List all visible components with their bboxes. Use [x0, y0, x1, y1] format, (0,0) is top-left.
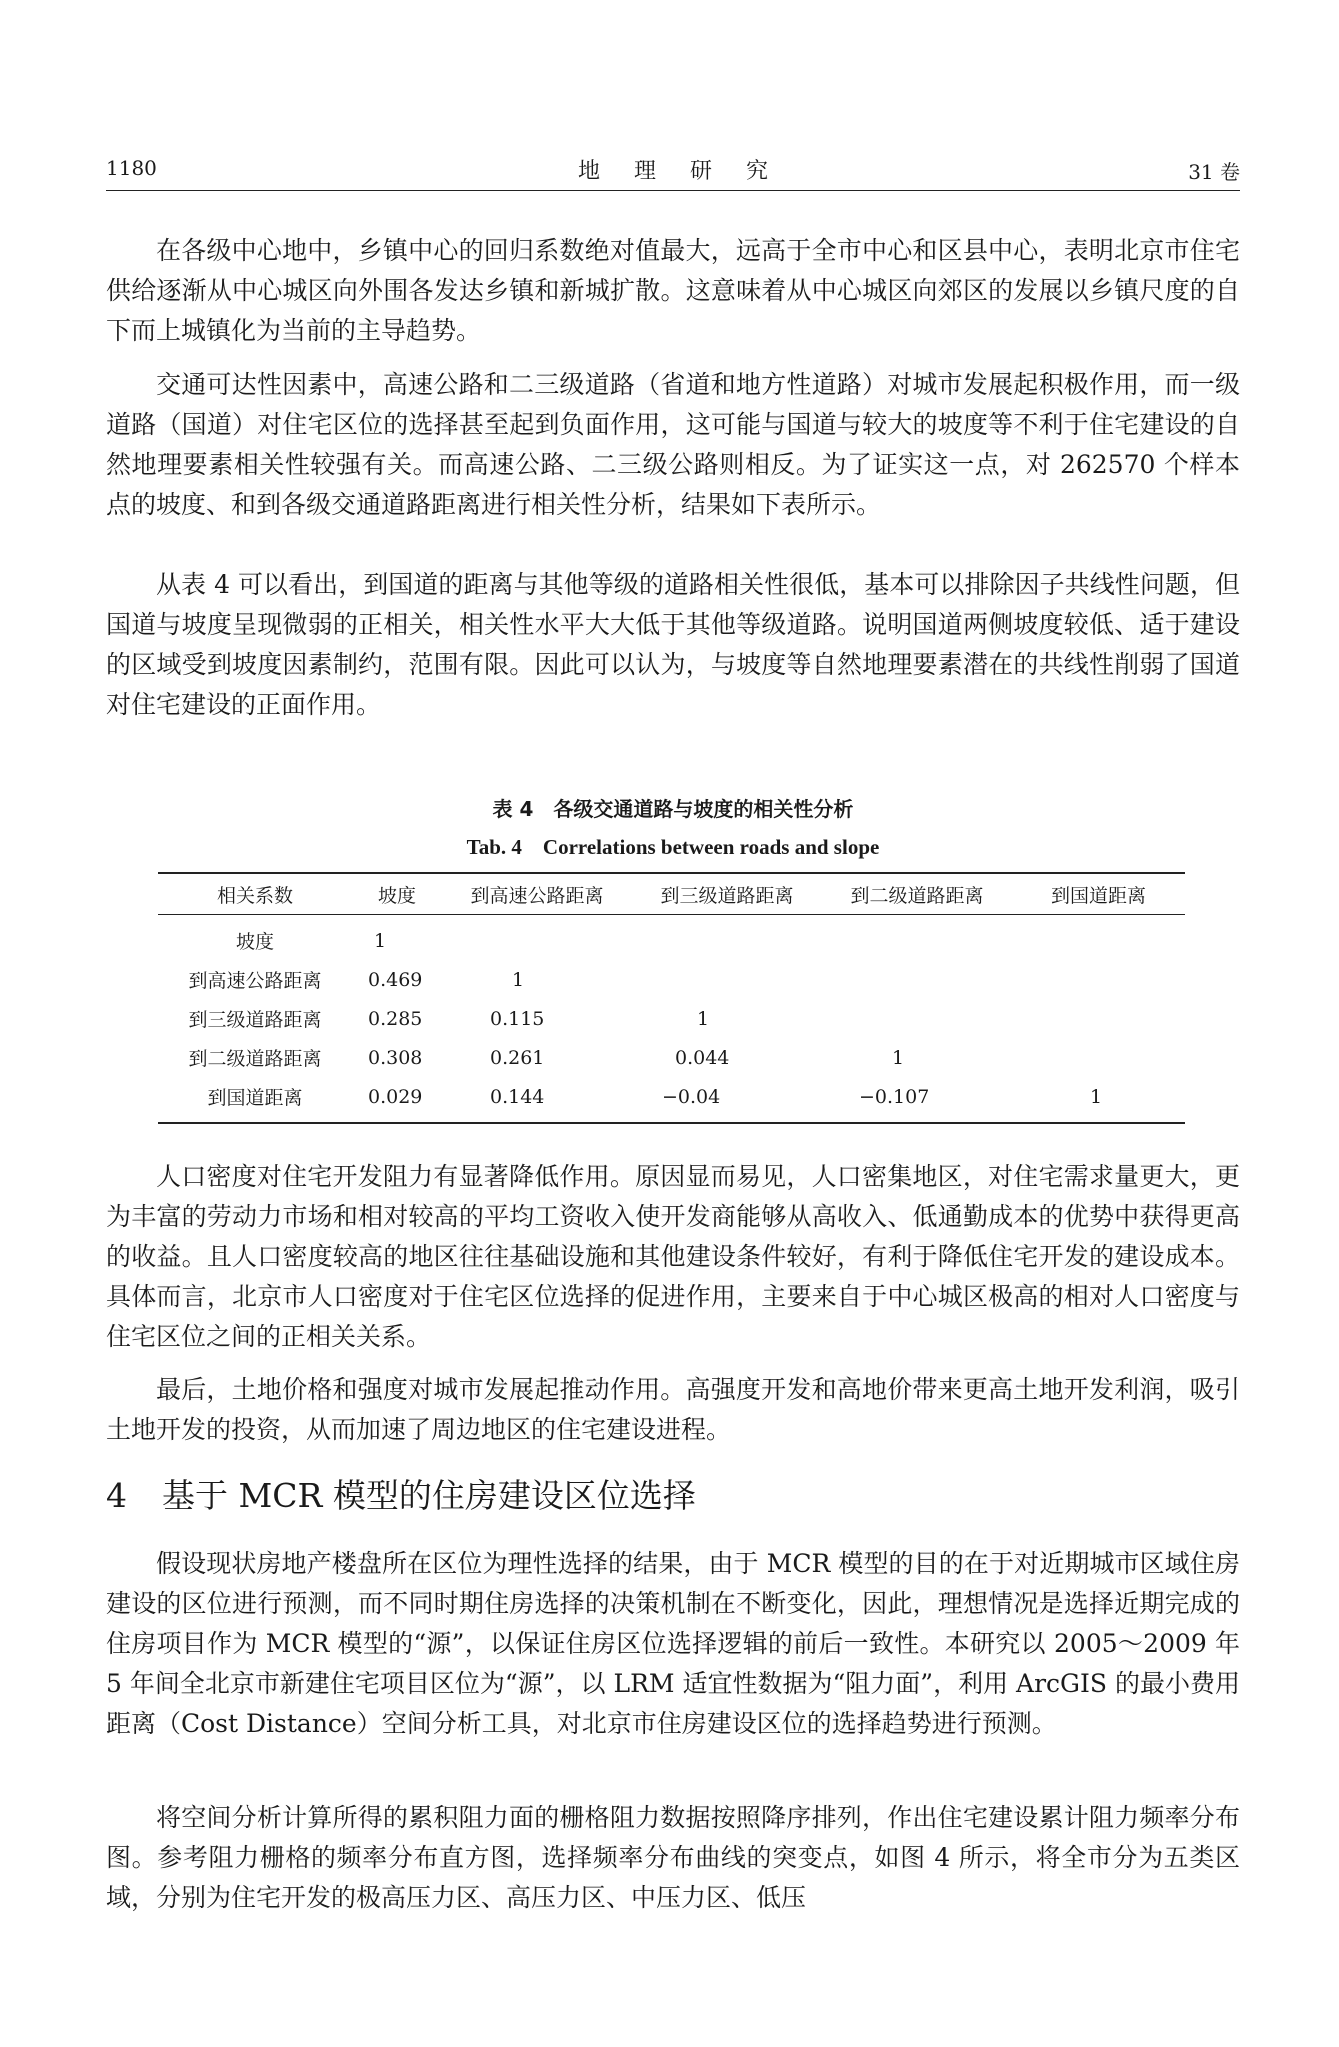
table-cell: 0.029 [368, 1085, 423, 1108]
table-row [158, 960, 1185, 999]
volume-label: 31 卷 [1188, 160, 1240, 184]
column-header: 到二级道路距离 [850, 884, 984, 907]
table-cell: 0.308 [368, 1046, 423, 1069]
column-header: 到三级道路距离 [660, 884, 794, 907]
column-header: 到国道距离 [1050, 884, 1146, 907]
paragraph-table-discussion: 从表 4 可以看出，到国道的距离与其他等级的道路相关性很低，基本可以排除因子共线性问题，但国道与坡度呈现微弱的正相关，相关性水平大大低于其他等级道路。说明国道两侧坡度较低、适于建设的区域受到坡度因素制约，范围有限。因此可以认为，与坡度等自然地理要素潜在的共线性削弱了国道对住宅建设的正面作用。 [106, 570, 1240, 719]
paragraph-regional-centers: 在各级中心地中，乡镇中心的回归系数绝对值最大，远高于全市中心和区县中心，表明北京市住宅供给逐渐从中心城区向外围各发达乡镇和新城扩散。这意味着从中心城区向郊区的发展以乡镇尺度的自下而上城镇化为当前的主导趋势。 [106, 236, 1240, 345]
table-cell: 0.044 [675, 1046, 730, 1069]
section-number: 4 [106, 1476, 127, 1515]
table-row [158, 999, 1185, 1038]
table-cell: 1 [892, 1046, 905, 1069]
row-label: 到国道距离 [207, 1087, 303, 1109]
column-header: 坡度 [377, 884, 416, 907]
table-row [158, 1038, 1185, 1077]
table-row [158, 1077, 1185, 1123]
table-header-row [158, 873, 1185, 915]
table-cell: −0.107 [859, 1085, 930, 1108]
table-cell: 1 [374, 929, 387, 952]
table-cell: −0.04 [662, 1085, 721, 1108]
row-label: 坡度 [235, 931, 274, 953]
row-label: 到二级道路距离 [188, 1048, 322, 1070]
correlation-table [158, 872, 1185, 1124]
paragraph-transport-accessibility: 交通可达性因素中，高速公路和二三级道路（省道和地方性道路）对城市发展起积极作用，而一级道路（国道）对住宅区位的选择甚至起到负面作用，这可能与国道与较大的坡度等不利于住宅建设的自然地理要素相关性较强有关。而高速公路、二三级公路则相反。为了证实这一点，对 262570 个样本点的坡度、和到各级交通道路距离进行相关性分析，结果如下表所示。 [106, 370, 1240, 519]
journal-title: 地理研究 [577, 159, 802, 184]
table-cell: 0.115 [490, 1007, 545, 1030]
page-header [106, 152, 1240, 191]
table-caption-cn: 表 4 各级交通道路与坡度的相关性分析 [492, 797, 854, 821]
table-cell: 1 [512, 968, 525, 991]
paragraph-mcr-assumption: 假设现状房地产楼盘所在区位为理性选择的结果，由于 MCR 模型的目的在于对近期城市区域住房建设的区位进行预测，而不同时期住房选择的决策机制在不断变化，因此，理想情况是选择近期完成的住房项目作为 MCR 模型的“源”，以保证住房区位选择逻辑的前后一致性。本研究以 2005～2009 年 5 年间全北京市新建住宅项目区位为“源”，以 LRM 适宜性数据为“阻力面”，利用 ArcGIS 的最小费用距离（Cost Distance）空间分析工具，对北京市住房建设区位的选择趋势进行预测。 [106, 1549, 1240, 1738]
section-heading [106, 1470, 696, 1517]
paragraph-population-density: 人口密度对住宅开发阻力有显著降低作用。原因显而易见，人口密集地区，对住宅需求量更大，更为丰富的劳动力市场和相对较高的平均工资收入使开发商能够从高收入、低通勤成本的优势中获得更高的收益。且人口密度较高的地区往往基础设施和其他建设条件较好，有利于降低住宅开发的建设成本。具体而言，北京市人口密度对于住宅区位选择的促进作用，主要来自于中心城区极高的相对人口密度与住宅区位之间的正相关关系。 [106, 1162, 1240, 1351]
table-caption-en: Tab. 4 Correlations between roads and slope [466, 835, 880, 859]
paragraph-resistance-frequency: 将空间分析计算所得的累积阻力面的栅格阻力数据按照降序排列，作出住宅建设累计阻力频率分布图。参考阻力栅格的频率分布直方图，选择频率分布曲线的突变点，如图 4 所示，将全市分为五类区域，分别为住宅开发的极高压力区、高压力区、中压力区、低压 [106, 1803, 1240, 1912]
table-cell: 1 [697, 1007, 710, 1030]
row-label: 到高速公路距离 [188, 970, 322, 992]
table-cell: 0.285 [368, 1007, 423, 1030]
column-header: 到高速公路距离 [470, 884, 604, 907]
table-cell: 0.469 [368, 968, 423, 991]
table-cell: 0.261 [490, 1046, 545, 1069]
table-row [158, 915, 1185, 961]
column-header: 相关系数 [216, 884, 293, 907]
section-title: 基于 MCR 模型的住房建设区位选择 [162, 1476, 696, 1515]
table-cell: 0.144 [490, 1085, 545, 1108]
table-cell: 1 [1090, 1085, 1103, 1108]
paragraph-land-price: 最后，土地价格和强度对城市发展起推动作用。高强度开发和高地价带来更高土地开发利润，吸引土地开发的投资，从而加速了周边地区的住宅建设进程。 [106, 1375, 1240, 1444]
page-number: 1180 [106, 156, 157, 180]
row-label: 到三级道路距离 [188, 1009, 322, 1031]
